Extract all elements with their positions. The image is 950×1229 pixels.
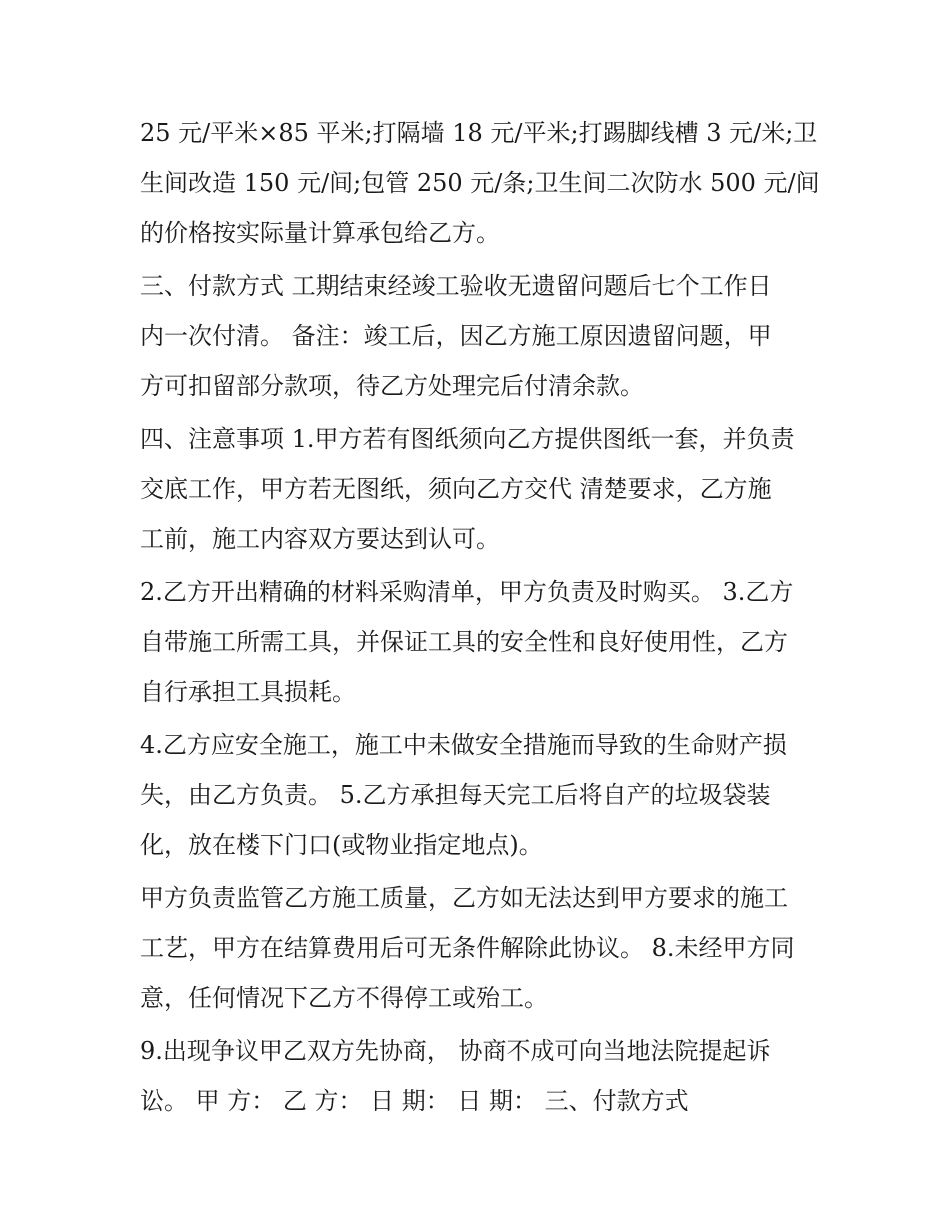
text-line: 化，放在楼下门口(或物业指定地点)。 [140, 831, 543, 859]
paragraph-pricing [140, 108, 830, 258]
text-line: 四、注意事项 1.甲方若有图纸须向乙方提供图纸一套，并负责 [140, 425, 795, 453]
paragraph-items-2-3 [140, 567, 830, 717]
text-line: 意，任何情况下乙方不得停工或殆工。 [140, 984, 548, 1012]
document-body [140, 108, 830, 1126]
text-line: 方可扣留部分款项，待乙方处理完后付清余款。 [140, 372, 644, 400]
paragraph-notes [140, 414, 830, 564]
text-line: 内一次付清。 备注：竣工后，因乙方施工原因遗留问题，甲 [140, 322, 772, 350]
text-line: 9.出现争议甲乙双方先协商， 协商不成可向当地法院提起诉 [140, 1037, 771, 1065]
text-line: 25 元/平米×85 平米;打隔墙 18 元/平米;打踢脚线槽 3 元/米;卫 [140, 119, 818, 147]
text-line: 生间改造 150 元/间;包管 250 元/条;卫生间二次防水 500 元/间 [140, 169, 820, 197]
text-line: 的价格按实际量计算承包给乙方。 [140, 219, 500, 247]
text-line: 自带施工所需工具，并保证工具的安全性和良好使用性，乙方 [140, 628, 788, 656]
text-line: 自行承担工具损耗。 [140, 678, 356, 706]
paragraph-supervision [140, 873, 830, 1023]
paragraph-items-4-5 [140, 720, 830, 870]
text-line: 4.乙方应安全施工，施工中未做安全措施而导致的生命财产损 [140, 731, 787, 759]
text-line: 交底工作，甲方若无图纸，须向乙方交代 清楚要求，乙方施 [140, 475, 772, 503]
text-line: 工艺，甲方在结算费用后可无条件解除此协议。 8.未经甲方同 [140, 934, 795, 962]
text-line: 工前，施工内容双方要达到认可。 [140, 525, 500, 553]
text-line: 甲方负责监管乙方施工质量，乙方如无法达到甲方要求的施工 [140, 884, 788, 912]
paragraph-dispute-signatures [140, 1026, 830, 1126]
text-line: 三、付款方式 工期结束经竣工验收无遗留问题后七个工作日 [140, 272, 772, 300]
text-line: 2.乙方开出精确的材料采购清单，甲方负责及时购买。 3.乙方 [140, 578, 794, 606]
text-line: 失，由乙方负责。 5.乙方承担每天完工后将自产的垃圾袋装 [140, 781, 771, 809]
text-line: 讼。 甲 方： 乙 方： 日 期： 日 期： 三、付款方式 [140, 1087, 689, 1115]
paragraph-payment-method [140, 261, 830, 411]
